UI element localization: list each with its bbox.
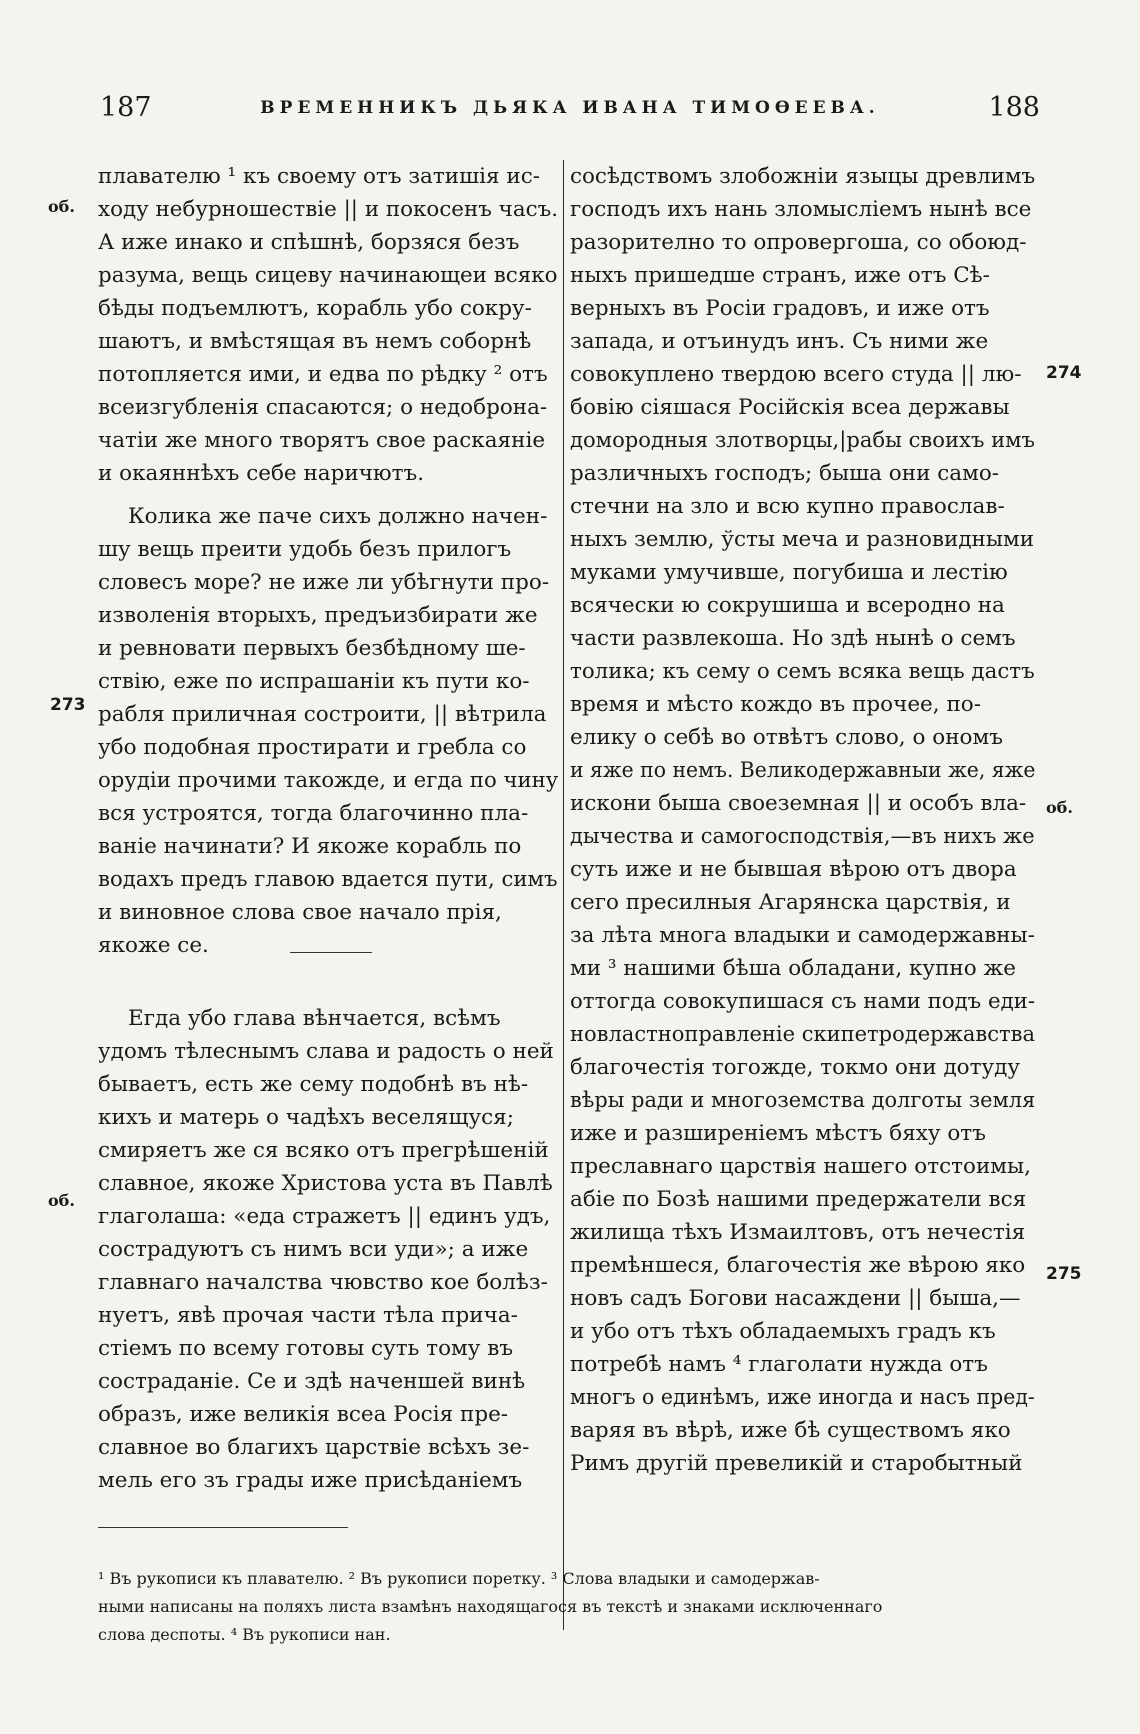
text-line: толика; къ сему о семъ всяка вещь дастъ: [570, 659, 1035, 684]
text-line: различныхъ господъ; быша они само-: [570, 461, 1000, 486]
footnote-line: ¹ Въ рукописи къ плавателю. ² Въ рукописи поретку. ³ Слова владыки и самодержав-: [98, 1569, 820, 1588]
text-line: словесъ море? не иже ли убѣгнути про-: [98, 570, 550, 595]
text-line: премѣншеся, благочестія же вѣрою яко: [570, 1253, 1026, 1278]
text-line: верныхъ въ Росіи градовъ, и иже отъ: [570, 296, 990, 321]
column-divider: [563, 160, 564, 1630]
text-line: славное во благихъ царствіе всѣхъ зе-: [98, 1435, 530, 1460]
text-line: преславнаго царствія нашего отстоимы,: [570, 1154, 1031, 1179]
text-line: глаголаша: «еда стражетъ || единъ удъ,: [98, 1204, 551, 1229]
text-line: бовію сіяшася Російскія всеа державы: [570, 395, 1010, 420]
margin-note-ob: об.: [48, 197, 75, 216]
text-line: рабля приличная состроити, || вѣтрила: [98, 702, 547, 727]
text-line: стіемъ по всему готовы суть тому въ: [98, 1336, 514, 1361]
text-line: шаютъ, и вмѣстящая въ немъ соборнѣ: [98, 329, 532, 354]
text-line: и яже по немъ. Великодержавныи же, яже: [570, 758, 1036, 783]
margin-note-folio: 273: [50, 695, 86, 715]
text-line: удомъ тѣлеснымъ слава и радость о ней: [98, 1039, 554, 1064]
text-line: сосѣдствомъ злобожніи языцы древлимъ: [570, 164, 1036, 189]
text-line: смиряетъ же ся всяко отъ прегрѣшеній: [98, 1138, 549, 1163]
margin-note-folio: 275: [1046, 1264, 1082, 1284]
text-line: искони быша своеземная || и особъ вла-: [570, 791, 1027, 816]
text-line: новъ садъ Богови насаждени || быша,—: [570, 1286, 1021, 1311]
text-line: Римъ другій превеликій и старобытный: [570, 1451, 1023, 1476]
text-line: стечни на зло и всю купно православ-: [570, 494, 1005, 519]
text-line: время и мѣсто кождо въ прочее, по-: [570, 692, 981, 717]
text-line: новластноправленіе скипетродержавства: [570, 1022, 1035, 1047]
text-line: муками умучивше, погубиша и лестію: [570, 560, 1008, 585]
running-header: [100, 92, 1040, 132]
margin-note-folio: 274: [1046, 363, 1082, 383]
text-line: потребѣ намъ ⁴ глаголати нужда отъ: [570, 1352, 988, 1377]
text-line: и виновное слова свое начало прія,: [98, 900, 502, 925]
right-column: [570, 160, 1035, 1480]
text-line: шу вещь преити удобь безъ прилогъ: [98, 537, 512, 562]
text-line: ныхъ пришедше странъ, иже отъ Сѣ-: [570, 263, 990, 288]
right-page-number: 188: [988, 92, 1040, 123]
text-line: благочестія тогожде, токмо они дотуду: [570, 1055, 1021, 1080]
text-line: А иже инако и спѣшнѣ, борзяся безъ: [98, 230, 520, 255]
text-line: всячески ю сокрушиша и всеродно на: [570, 593, 1005, 618]
text-line: суть иже и не бывшая вѣрою отъ двора: [570, 857, 1017, 882]
text-line: изволенія вторыхъ, предъизбирати же: [98, 603, 538, 628]
text-line: кихъ и матерь о чадѣхъ веселящуся;: [98, 1105, 514, 1130]
text-line: водахъ предъ главою вдается пути, симъ: [98, 867, 558, 892]
text-line: всеизгубленія спасаются; о недоброна-: [98, 395, 548, 420]
left-page-number: 187: [100, 92, 152, 123]
text-line: запада, и отъинудъ инъ. Съ ними же: [570, 329, 989, 354]
text-line: Колика же паче сихъ должно начен-: [128, 504, 548, 529]
footnote-rule: [98, 1527, 348, 1528]
left-column: [98, 160, 558, 1497]
text-line: оттогда совокупишася съ нами подъ еди-: [570, 989, 1036, 1014]
text-line: славное, якоже Христова уста въ Павлѣ: [98, 1171, 553, 1196]
text-line: разорително то опровергоша, со обоюд-: [570, 230, 1027, 255]
text-line: жилища тѣхъ Измаилтовъ, отъ нечестія: [570, 1220, 1026, 1245]
text-line: части развлекоша. Но здѣ нынѣ о семъ: [570, 626, 1016, 651]
text-line: состраданіе. Се и здѣ наченшей винѣ: [98, 1369, 526, 1394]
text-line: сострадуютъ съ нимъ вси уди»; а иже: [98, 1237, 529, 1262]
text-line: убо подобная простирати и гребла со: [98, 735, 527, 760]
text-line: ми ³ нашими бѣша обладани, купно же: [570, 956, 1017, 981]
text-line: ствію, еже по испрашаніи къ пути ко-: [98, 669, 530, 694]
text-line: вся устроятся, тогда благочинно пла-: [98, 801, 529, 826]
text-line: орудіи прочими такожде, и егда по чину: [98, 768, 559, 793]
text-line: образъ, иже великія всеа Росія пре-: [98, 1402, 509, 1427]
text-line: домородныя злотворцы,|рабы своихъ имъ: [570, 428, 1035, 453]
margin-note-ob: об.: [48, 1191, 75, 1210]
text-line: нуетъ, явѣ прочая части тѣла прича-: [98, 1303, 518, 1328]
text-line: плавателю ¹ къ своему отъ затишія ис-: [98, 164, 540, 189]
text-line: Егда убо глава вѣнчается, всѣмъ: [128, 1006, 501, 1031]
section-divider: [290, 952, 372, 953]
footnote-line: слова деспоты. ⁴ Въ рукописи нан.: [98, 1625, 391, 1644]
text-line: разума, вещь сицеву начинающеи всяко: [98, 263, 558, 288]
text-line: дычества и самогосподствія,—въ нихъ же: [570, 824, 1035, 849]
text-line: ходу небурношествіе || и покосенъ часъ.: [98, 197, 558, 222]
text-line: ныхъ землю, ўсты меча и разновидными: [570, 527, 1035, 552]
text-line: абіе по Бозѣ нашими предержатели вся: [570, 1187, 1027, 1212]
text-line: бываетъ, есть же сему подобнѣ въ нѣ-: [98, 1072, 529, 1097]
text-line: за лѣта многа владыки и самодержавны-: [570, 923, 1035, 948]
text-line: мель его зъ грады иже присѣданіемъ: [98, 1468, 523, 1493]
text-line: иже и разширеніемъ мѣстъ бяху отъ: [570, 1121, 986, 1146]
margin-note-ob: об.: [1046, 798, 1073, 817]
text-line: главнаго началства чювство кое болѣз-: [98, 1270, 548, 1295]
text-line: и окаяннѣхъ себе наричютъ.: [98, 461, 425, 486]
text-line: многъ о единѣмъ, иже иногда и насъ пред-: [570, 1385, 1035, 1410]
text-line: потопляется ими, и едва по рѣдку ² отъ: [98, 362, 548, 387]
text-line: бѣды подъемлютъ, корабль убо сокру-: [98, 296, 532, 321]
footnotes: [98, 1565, 1038, 1649]
text-line: сего пресилныя Агарянска царствія, и: [570, 890, 1011, 915]
text-line: и убо отъ тѣхъ обладаемыхъ градъ къ: [570, 1319, 996, 1344]
text-line: варяя въ вѣрѣ, иже бѣ существомъ яко: [570, 1418, 1011, 1443]
text-line: господъ ихъ нань зломысліемъ нынѣ все: [570, 197, 1032, 222]
text-line: вѣры ради и многоземства долготы земля: [570, 1088, 1036, 1113]
text-line: совокуплено твердою всего студа || лю-: [570, 362, 1022, 387]
running-title: ВРЕМЕННИКЪ ДЬЯКА ИВАНА ТИМОѲЕЕВА.: [260, 98, 880, 118]
text-line: елику о себѣ во отвѣтъ слово, о ономъ: [570, 725, 1003, 750]
text-line: чатіи же много творятъ свое раскаяніе: [98, 428, 546, 453]
footnote-line: ными написаны на поляхъ листа взамѣнъ находящагося въ текстѣ и знаками исключеннаго: [98, 1597, 883, 1616]
text-line: якоже се.: [98, 933, 209, 958]
text-line: и ревновати первыхъ безбѣдному ше-: [98, 636, 526, 661]
text-line: ваніе начинати? И якоже корабль по: [98, 834, 522, 859]
